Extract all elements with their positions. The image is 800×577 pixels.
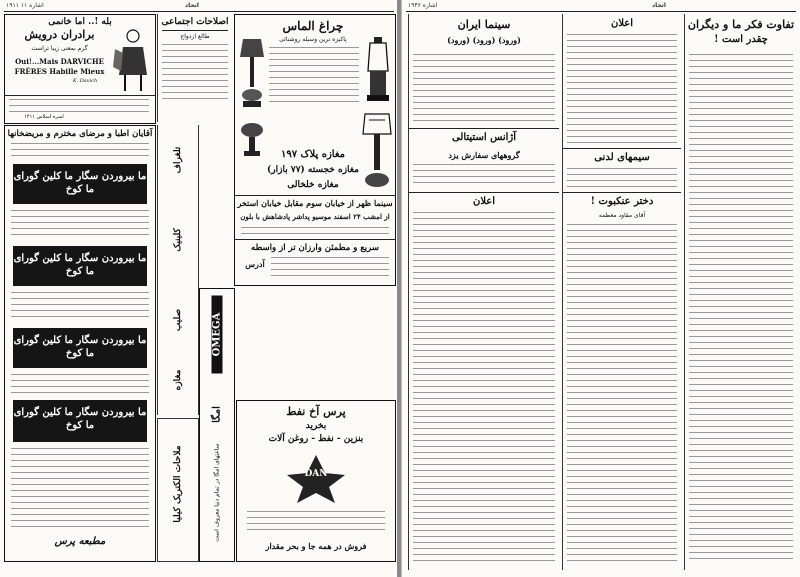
naft-ad bbox=[236, 400, 396, 562]
darviche-french-2: FRÈRES Habille Mieux bbox=[14, 67, 105, 76]
naft-buy: بخرید bbox=[305, 421, 327, 431]
lamp-ad-title: چراغ الماس bbox=[282, 19, 344, 33]
naft-logo-icon bbox=[285, 453, 347, 505]
cigarette-ad-2: ما بیروردن سگار ما کلین گورای ما کوخ bbox=[13, 246, 147, 286]
sim-title: سیمهای لدنی bbox=[594, 152, 650, 163]
cinema-iran-title: سینما ایران bbox=[457, 18, 511, 31]
lamp-right-icon bbox=[363, 35, 393, 115]
islahat-subtitle: طالع ازدواج bbox=[180, 33, 210, 40]
electric-title: ملاحات الکتریک کیلیا bbox=[173, 445, 183, 523]
lamp-shop-3: مغازه خلخالی bbox=[287, 180, 339, 190]
ghorooh-title: گروههای سفارش یزد bbox=[448, 150, 520, 160]
rotated-label-c: صلیب bbox=[173, 308, 183, 332]
cigarette-ad-3: ما بیروردن سگار ما کلین گورای ما کوخ bbox=[13, 328, 147, 368]
cigarette-ad-1: ما بیروردن سگار ما کلین گورای ما کوخ bbox=[13, 164, 147, 204]
tafavot-question: چقدر است ! bbox=[714, 34, 768, 45]
tafavot-title: تفاوت فکر ما و دیگران bbox=[687, 18, 795, 31]
islahat-column bbox=[157, 14, 232, 122]
right-col-left bbox=[408, 14, 559, 570]
cigarette-ad-4: ما بیروردن سگار ما کلین گورای ما کوخ bbox=[13, 400, 147, 442]
darviche-signature: K. Davich bbox=[72, 78, 98, 84]
right-col-middle bbox=[562, 14, 681, 570]
right-page bbox=[401, 0, 800, 577]
omega-brand: OMEGA bbox=[212, 296, 223, 374]
naft-title: پرس آخ نفط bbox=[286, 405, 346, 418]
electric-column bbox=[157, 418, 199, 562]
darviche-headline: بله !.. اما خانمی bbox=[48, 17, 112, 27]
cinema-zahr-title: سینما ظهر از خیابان سوم مقابل خیابان استخر bbox=[237, 198, 393, 208]
islahat-title: اصلاحات اجتماعی bbox=[161, 17, 229, 27]
rotated-column bbox=[157, 125, 199, 415]
tailor-illustration-icon bbox=[111, 27, 153, 93]
agence-title: آژانس استیتالی bbox=[451, 132, 517, 143]
doctors-ad-title: آقایان اطبا و مرضای مخترم و مریضخانها bbox=[7, 129, 153, 139]
darviche-footer: اسره اسلاس ۱۴۱۱ bbox=[24, 114, 64, 120]
cinema-zahr-text: از امشب ۲۴ اسفند موسیو پداشر پادشاهش با بلون bbox=[240, 212, 390, 221]
lamp-small-icon bbox=[239, 120, 265, 160]
right-col-right bbox=[684, 14, 797, 570]
lamp-left-icon bbox=[237, 35, 267, 115]
left-header-title: اتحاد bbox=[185, 2, 199, 9]
dokhtar-title: دختر عنکبوت ! bbox=[590, 196, 654, 207]
dokhtar-subtitle: آقای مقاود معظمه bbox=[598, 212, 646, 219]
darviche-body bbox=[9, 99, 149, 113]
printer-name: مطبعه پرس bbox=[54, 536, 106, 547]
lamp-shop-2: مغازه خجسته (۷۷ بازار) bbox=[267, 165, 359, 175]
lamp-shop-1: مغازه پلاک ۱۹۷ bbox=[280, 149, 346, 160]
lamp-ad bbox=[234, 14, 396, 286]
darviche-ad bbox=[4, 14, 156, 124]
darviche-shop-name: برادران درویش bbox=[24, 28, 95, 41]
middle-elan-title: اعلان bbox=[610, 18, 634, 29]
right-header-date: اشاره ۱۹۴۶ bbox=[408, 2, 438, 9]
rotated-label-b: کلینیک bbox=[173, 228, 183, 252]
transport-title: سریع و مطمئن وارزان تر از واسطه bbox=[251, 243, 379, 253]
left-header-date: اشاره ۱۱ ۱۹۱۱ bbox=[6, 2, 44, 9]
right-elan-title: اعلان bbox=[472, 196, 496, 207]
omega-word: امگا bbox=[211, 406, 223, 423]
lamp-ad-subtitle: پاکیزه ترین وسیله روشنائی bbox=[279, 36, 347, 43]
right-header-title: اتحاد bbox=[652, 2, 666, 9]
lamp-shade-icon bbox=[361, 110, 393, 196]
omega-ad bbox=[199, 288, 235, 562]
transport-address: آدرس bbox=[245, 259, 265, 269]
rotated-label-d: مغازه bbox=[173, 369, 183, 391]
darviche-tagline: گرم بمعنی زیبا تراست bbox=[31, 45, 88, 52]
left-page bbox=[0, 0, 398, 577]
cinema-iran-vorood: (ورود) (ورود) (ورود) bbox=[447, 35, 521, 45]
doctors-ad-column bbox=[4, 125, 156, 562]
naft-products: بنزین - نفط - روغن آلات bbox=[268, 434, 364, 444]
darviche-french-1: Oui!...Mais DARVICHE bbox=[15, 57, 104, 66]
naft-footer: فروش در همه جا و بحر مقدار bbox=[265, 541, 367, 551]
omega-text: ساعتهای امگا در تمام دنیا معروف است bbox=[213, 443, 221, 542]
naft-logo-text: DAN bbox=[304, 469, 328, 479]
rotated-label-a: تلغراف bbox=[173, 146, 183, 174]
